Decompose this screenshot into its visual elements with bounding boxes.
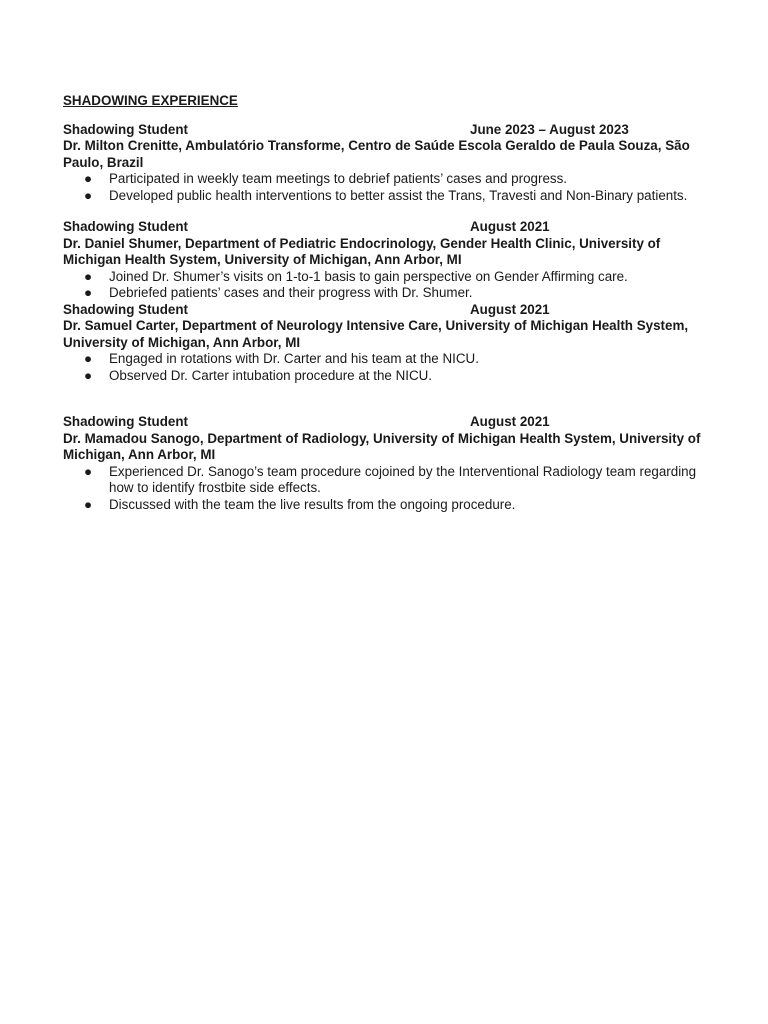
entry-role: Shadowing Student	[63, 301, 188, 317]
bullet-text: Debriefed patients’ cases and their progress with Dr. Shumer.	[109, 285, 473, 300]
entry-role: Shadowing Student	[63, 121, 188, 137]
entry-date: August 2021	[470, 219, 550, 234]
entry-organization: Dr. Samuel Carter, Department of Neurology Intensive Care, University of Michigan Health System, University of Michigan, Ann Arbor, MI	[63, 318, 689, 350]
bullet-icon: ●	[84, 351, 93, 366]
list-item	[63, 285, 703, 302]
bullet-icon: ●	[84, 268, 93, 284]
entry-date: August 2021	[470, 414, 550, 429]
entry-header	[63, 302, 703, 319]
list-item	[63, 351, 703, 368]
entry-date: August 2021	[470, 301, 550, 317]
entry-bullet-list	[63, 171, 703, 204]
experience-entry	[63, 219, 703, 302]
entry-role: Shadowing Student	[63, 219, 188, 234]
entry-organization: Dr. Mamadou Sanogo, Department of Radiology, University of Michigan Health System, University of Michigan, Ann Arbor, MI	[63, 430, 701, 462]
entry-organization: Dr. Milton Crenitte, Ambulatório Transforme, Centro de Saúde Escola Geraldo de Paula Souza, São Paulo, Brazil	[63, 138, 690, 170]
bullet-text: Engaged in rotations with Dr. Carter and his team at the NICU.	[109, 351, 479, 366]
experience-entry	[63, 302, 703, 385]
bullet-icon: ●	[84, 171, 93, 186]
bullet-text: Joined Dr. Shumer’s visits on 1-to-1 basis to gain perspective on Gender Affirming care.	[109, 268, 628, 284]
entry-date: June 2023 – August 2023	[470, 121, 629, 137]
entry-header	[63, 122, 703, 139]
list-item	[63, 171, 703, 188]
entry-bullet-list	[63, 351, 703, 384]
bullet-text: Observed Dr. Carter intubation procedure at the NICU.	[109, 367, 433, 383]
experience-entry	[63, 122, 703, 205]
bullet-icon: ●	[84, 187, 93, 203]
entry-organization: Dr. Daniel Shumer, Department of Pediatric Endocrinology, Gender Health Clinic, University of Michigan Health System, University of Michigan, Ann Arbor, MI	[63, 235, 661, 267]
entry-header	[63, 414, 703, 431]
bullet-text: Discussed with the team the live results from the ongoing procedure.	[109, 496, 516, 512]
bullet-icon: ●	[84, 463, 93, 479]
bullet-text: Participated in weekly team meetings to debrief patients’ cases and progress.	[109, 171, 568, 186]
section-title: SHADOWING EXPERIENCE	[63, 93, 238, 108]
bullet-text: Experienced Dr. Sanogo’s team procedure cojoined by the Interventional Radiology team regarding how to identify frostbite side effects.	[109, 463, 697, 495]
bullet-text: Developed public health interventions to better assist the Trans, Travesti and Non-Binary patients.	[109, 187, 688, 203]
bullet-icon: ●	[84, 367, 93, 383]
list-item	[63, 368, 703, 385]
list-item	[63, 464, 703, 497]
entry-bullet-list	[63, 269, 703, 302]
entry-role: Shadowing Student	[63, 414, 188, 429]
bullet-icon: ●	[84, 285, 93, 300]
entry-header	[63, 219, 703, 236]
entry-bullet-list	[63, 464, 703, 514]
list-item	[63, 497, 703, 514]
bullet-icon: ●	[84, 496, 93, 512]
experience-entry	[63, 414, 703, 513]
list-item	[63, 188, 703, 205]
document-page	[63, 93, 703, 513]
list-item	[63, 269, 703, 286]
